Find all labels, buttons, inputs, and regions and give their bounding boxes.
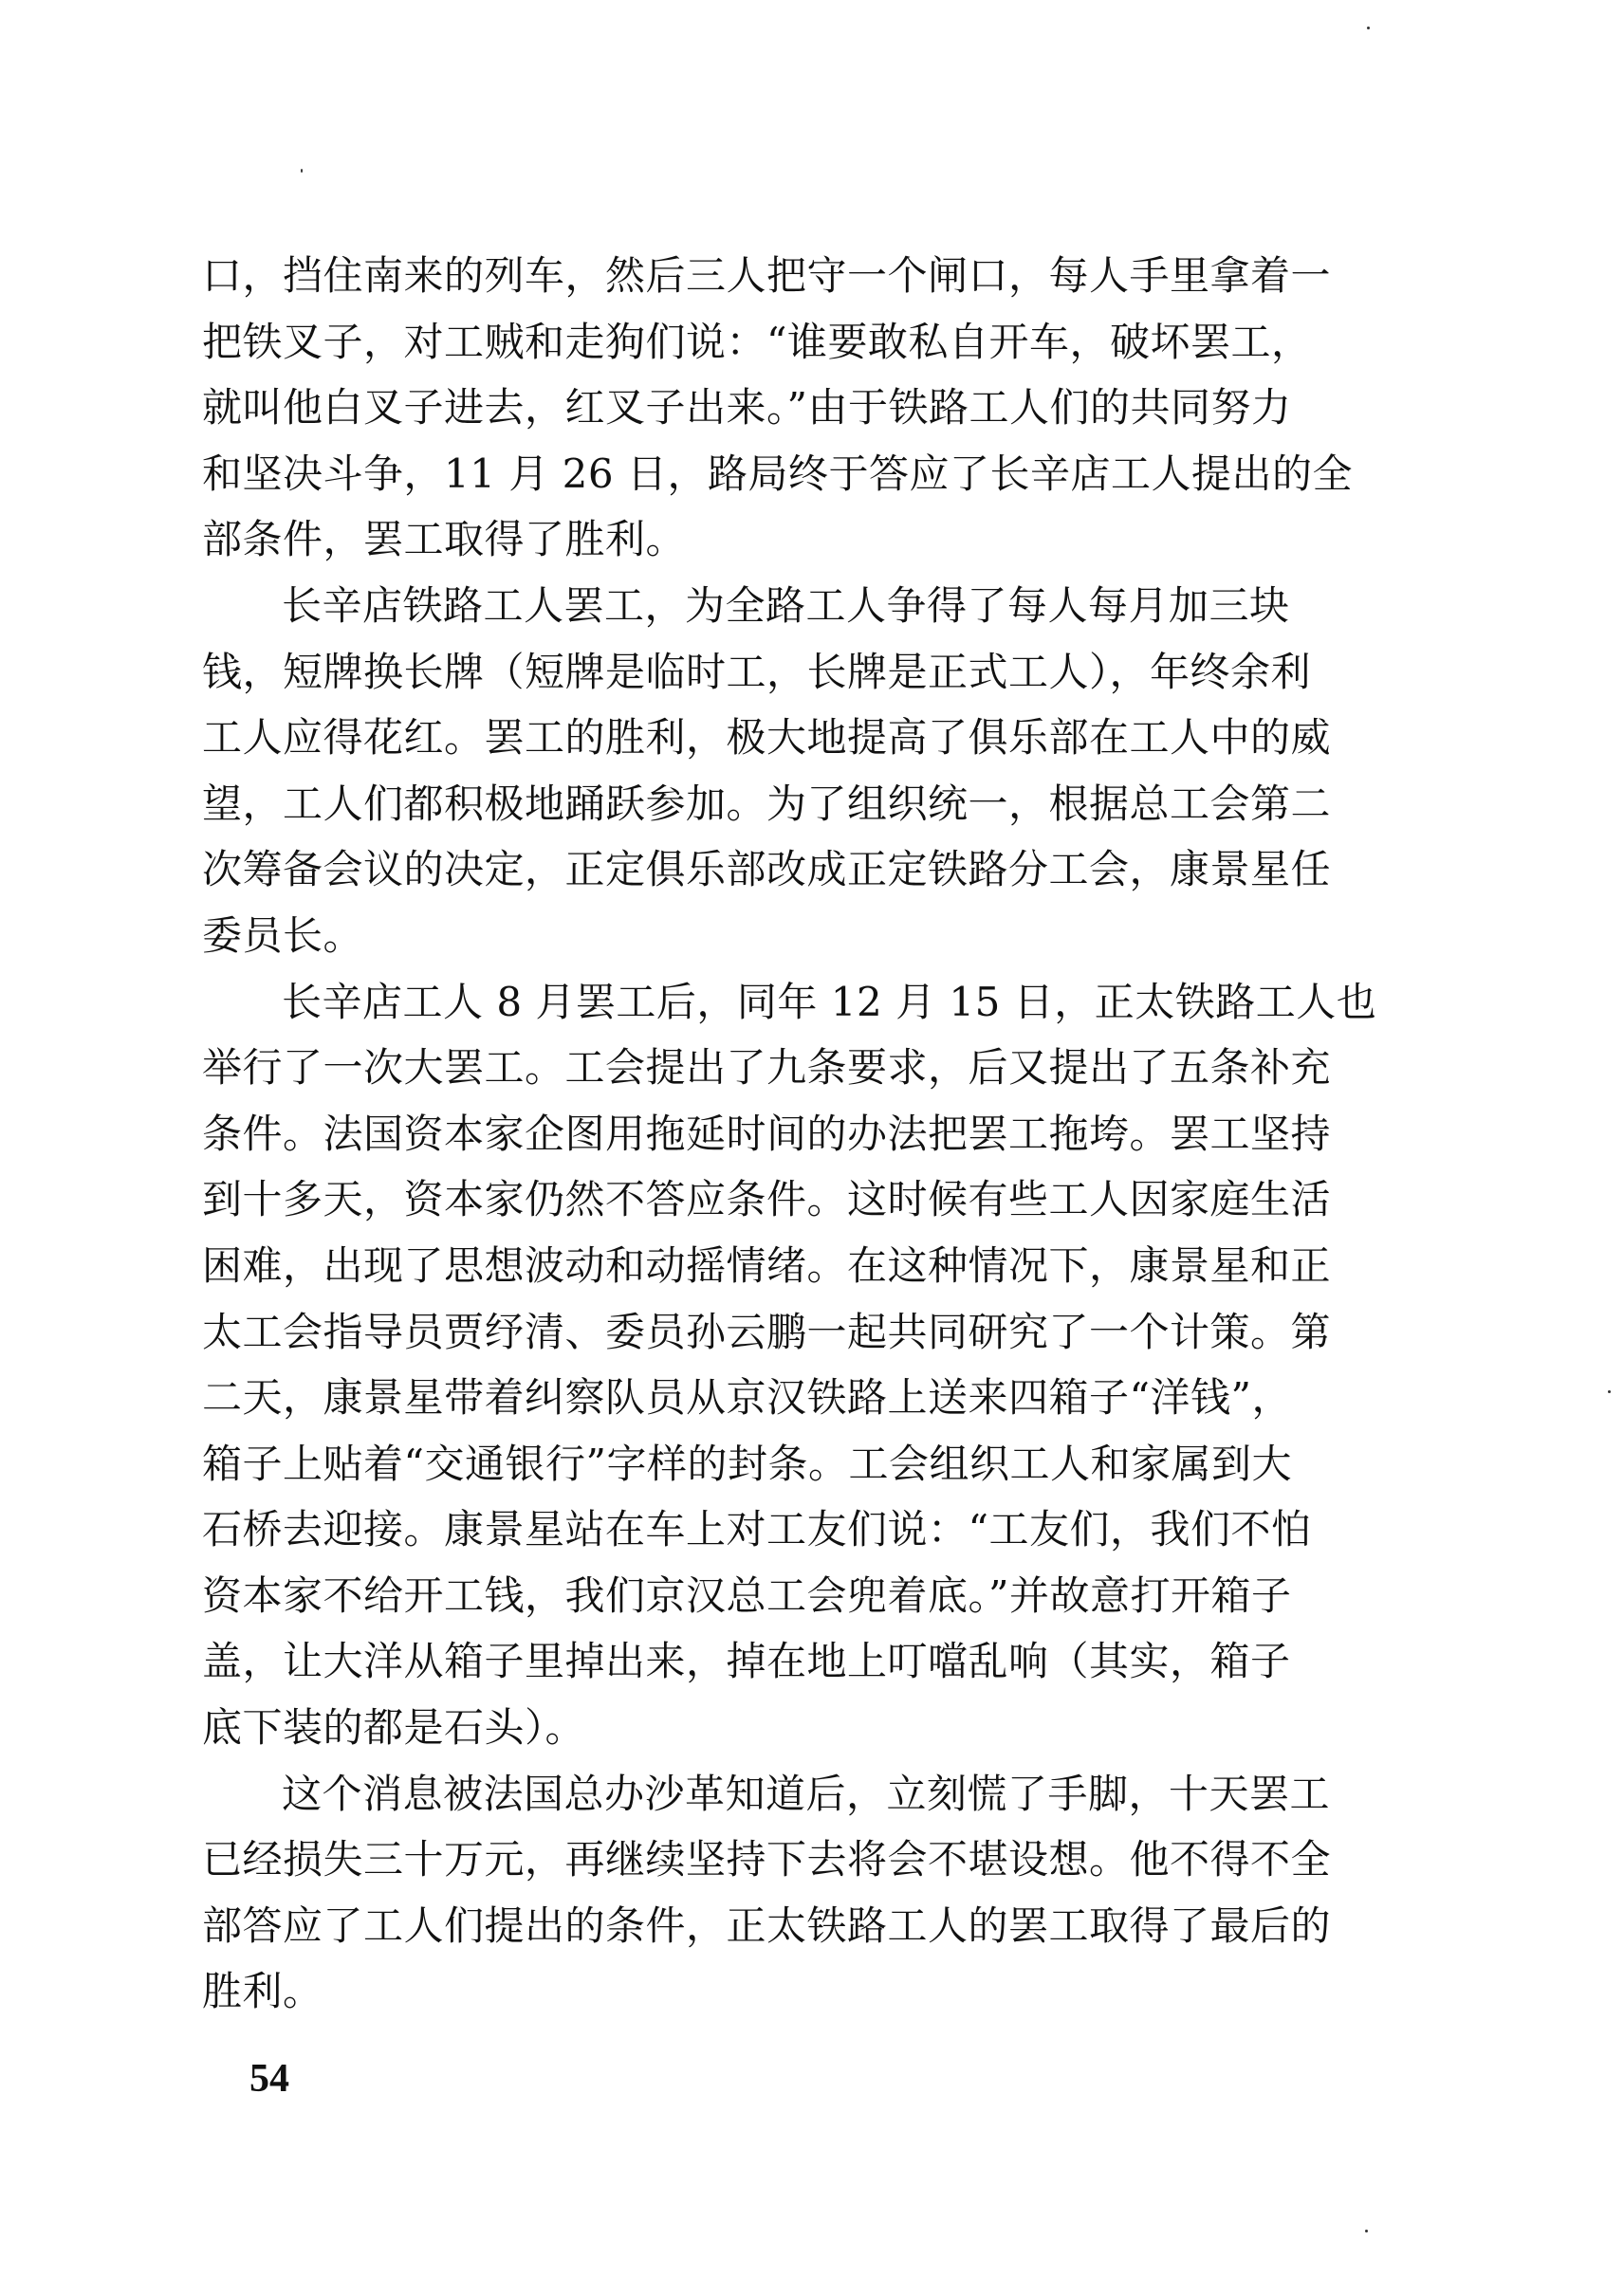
text-line: 部条件，罢工取得了胜利。 — [202, 516, 687, 563]
text-line: 把铁叉子，对工贼和走狗们说：“谁要敢私自开车，破坏罢工， — [202, 318, 1312, 365]
text-line: 太工会指导员贾纾清、委员孙云鹏一起共同研究了一个计策。第 — [202, 1308, 1332, 1355]
text-line: 钱，短牌换长牌（短牌是临时工，长牌是正式工人），年终余利 — [202, 648, 1312, 695]
text-line: 石桥去迎接。康景星站在车上对工友们说：“工友们，我们不怕 — [202, 1506, 1312, 1553]
text-line: 委员长。 — [202, 911, 364, 959]
text-line: 和坚决斗争，11 月 26 日，路局终于答应了长辛店工人提出的全 — [202, 450, 1353, 497]
text-line: 口，挡住南来的列车，然后三人把守一个闸口，每人手里拿着一 — [202, 252, 1332, 299]
text-line: 盖，让大洋从箱子里掉出来，掉在地上叮噹乱响（其实，箱子 — [202, 1638, 1291, 1685]
scan-speck — [1367, 27, 1370, 29]
text-line: 已经损失三十万元，再继续坚持下去将会不堪设想。他不得不全 — [202, 1836, 1332, 1883]
page-number: 54 — [249, 2057, 289, 2101]
text-line: 次筹备会议的决定，正定俱乐部改成正定铁路分工会，康景星任 — [202, 846, 1332, 893]
text-line: 部答应了工人们提出的条件，正太铁路工人的罢工取得了最后的 — [202, 1901, 1332, 1949]
text-line: 二天，康景星带着纠察队员从京汉铁路上送来四箱子“洋钱”， — [202, 1374, 1292, 1422]
text-line: 箱子上贴着“交通银行”字样的封条。工会组织工人和家属到大 — [202, 1440, 1292, 1487]
scan-speck — [1608, 1390, 1611, 1393]
text-line: 资本家不给开工钱，我们京汉总工会兜着底。”并故意打开箱子 — [202, 1571, 1292, 1619]
body-text — [202, 243, 1397, 2025]
paragraph-start-line: 长辛店工人 8 月罢工后，同年 12 月 15 日，正太铁路工人也 — [282, 978, 1377, 1025]
text-line: 条件。法国资本家企图用拖延时间的办法把罢工拖垮。罢工坚持 — [202, 1110, 1332, 1157]
text-line: 困难，出现了思想波动和动摇情绪。在这种情况下，康景星和正 — [202, 1241, 1332, 1289]
text-line: 底下装的都是石头）。 — [202, 1704, 586, 1752]
paragraph-start-line: 这个消息被法国总办沙革知道后，立刻慌了手脚，十天罢工 — [282, 1770, 1331, 1817]
text-line: 胜利。 — [202, 1968, 323, 2015]
text-line: 举行了一次大罢工。工会提出了九条要求，后又提出了五条补充 — [202, 1044, 1332, 1092]
scan-speck — [301, 169, 303, 173]
text-line: 到十多天，资本家仍然不答应条件。这时候有些工人因家庭生活 — [202, 1176, 1332, 1223]
text-line: 望，工人们都积极地踊跃参加。为了组织统一，根据总工会第二 — [202, 780, 1332, 827]
text-line: 就叫他白叉子进去，红叉子出来。”由于铁路工人们的共同努力 — [202, 384, 1292, 432]
text-line: 工人应得花红。罢工的胜利，极大地提高了俱乐部在工人中的威 — [202, 714, 1332, 762]
scan-speck — [1365, 2230, 1368, 2232]
paragraph-start-line: 长辛店铁路工人罢工，为全路工人争得了每人每月加三块 — [282, 581, 1290, 629]
